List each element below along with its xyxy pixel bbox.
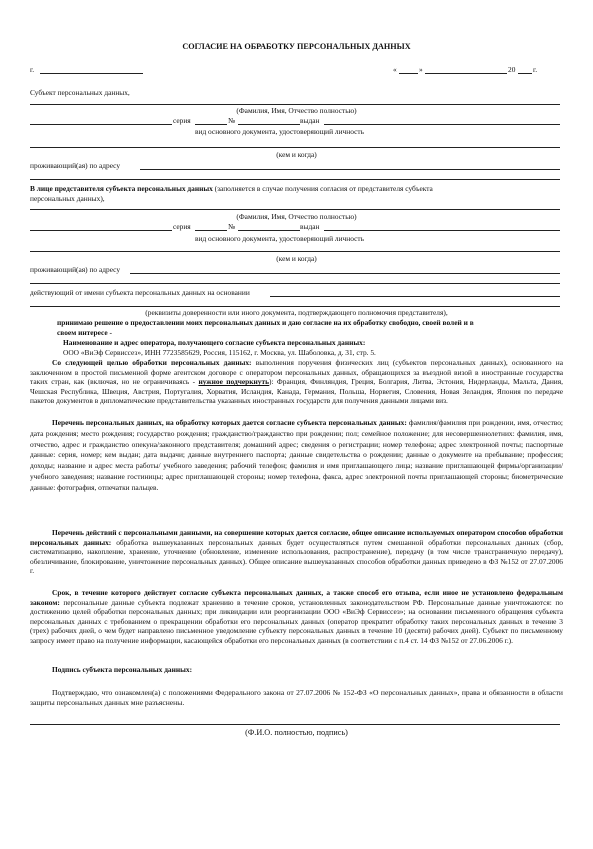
rep-address-field[interactable]	[130, 273, 560, 274]
subject-doc-caption: вид основного документа, удостоверяющий личность	[195, 127, 364, 136]
city-prefix: г.	[30, 65, 35, 74]
subject-fio-field[interactable]	[30, 104, 560, 105]
rep-acting-label: действующий от имени субъекта персональных данных на основании	[30, 288, 250, 297]
date-close-quote: »	[419, 65, 423, 74]
data-list-heading: Перечень персональных данных, на обработку которых дается согласие субъекта персональных данных:	[52, 418, 407, 427]
representative-intro-bold: В лице представителя субъекта персональных данных	[30, 184, 213, 193]
rep-fio-field[interactable]	[30, 209, 560, 210]
purpose-text-2: ): Франция, Финляндия, Греция, Болгария, Литва, Эстония, Нидерланды, Мальта, Дания, Чешская Республика, Швеция, Австрия, Португалия, Хорватия, Исландия, Канада, Германия, Польша, Норвегия, Словения, Новая Зеландия, Япония по передаче пакетов документов в дипломатические представительства указанных иностранных государств для получения данными лицами виз.	[30, 377, 563, 406]
operator-heading: Наименование и адрес оператора, получающего согласие субъекта персональных данных:	[63, 338, 366, 347]
rep-issued-by-field[interactable]	[30, 251, 560, 252]
subject-label: Субъект персональных данных,	[30, 88, 130, 97]
rep-issued-label: выдан	[300, 222, 320, 231]
purpose-section	[30, 358, 563, 406]
signature-field[interactable]	[30, 724, 560, 725]
rep-seria-field[interactable]	[195, 230, 227, 231]
rep-doc-type-field[interactable]	[30, 230, 172, 231]
rep-num-label: №	[228, 222, 236, 231]
day-field[interactable]	[399, 73, 418, 74]
representative-intro	[30, 184, 563, 203]
rep-address-label: проживающий(ая) по адресу	[30, 265, 121, 274]
actions-text: обработка вышеуказанных персональных данных будет осуществляться путем смешанной обработки персональных данных (сбор, систематизацию, накопление, хранение, уточнение (обновление, изменение использования, распространение), передачу (в том числе трансграничную передачу), обезличивание, блокирование, уничтожение персональных данных). Общее описание вышеуказанных способов обработки данных приведено в ФЗ №152 от 27.07.2006 г.	[30, 537, 563, 576]
rep-number-field[interactable]	[238, 230, 300, 231]
purpose-underline: нужное подчеркнуть	[198, 377, 270, 387]
subject-seria-field[interactable]	[195, 124, 227, 125]
representative-intro-rest-1: (заполняется в случае получения согласия от представителя субъекта	[212, 184, 433, 193]
operator-text: ООО «ВиЭф Сервиссез», ИНН 7723585629, Россия, 115162, г. Москва, ул. Шаболовка, д. 31, стр. 5.	[63, 347, 376, 357]
signature-confirm: Подтверждаю, что ознакомлен(а) с положениями Федерального закона от 27.07.2006 № 152-ФЗ «О персональных данных», права и обязанности в области защиты персональных данных мне разъяснены.	[30, 688, 563, 707]
rep-address-field-2[interactable]	[30, 283, 560, 284]
year-suffix: г.	[533, 65, 538, 74]
subject-number-field[interactable]	[238, 124, 300, 125]
rep-issued-field[interactable]	[324, 230, 560, 231]
rep-when-caption: (кем и когда)	[276, 254, 317, 263]
purpose-text-1: выполнения поручения физических лиц (субъектов персональных данных), основанного на заключенном в простой письменной форме агентском договоре с оператором персональных данных, обращающихся за въездной визой в иностранные государства таких стран, как (включая, но не ограничиваясь -	[30, 358, 563, 387]
subject-issued-by-field[interactable]	[30, 147, 560, 148]
signature-caption: (Ф.И.О. полностью, подпись)	[245, 728, 348, 737]
rep-fio-caption: (Фамилия, Имя, Отчество полностью)	[236, 212, 357, 221]
document-title: СОГЛАСИЕ НА ОБРАБОТКУ ПЕРСОНАЛЬНЫХ ДАННЫХ	[182, 42, 411, 51]
year-prefix: 20	[508, 65, 516, 74]
subject-seria-label: серия	[173, 116, 191, 125]
term-text: персональные данные субъекта подлежат хранению в течение сроков, установленных законодательством РФ. Персональные данные уничтожаются: по достижению целей обработки персональных данных; при ликвидации или реорганизации ООО «ВиЭф Сервиссез»; на основании письменного обращения субъекта персональных данных с требованием о прекращении обработки его персональных данных (оператор прекратит обработку таких персональных данных в течение 3 (трех) рабочих дней, о чем будет направлено письменное уведомление субъекту персональных данных в течение 10 (десяти) рабочих дней). Субъект по письменному запросу имеет право на получение информации, касающейся обработки его персональных данных (в соответствии с п.4 ст. 14 ФЗ №152 от 27.06.2006 г.).	[30, 597, 563, 645]
rep-basis-field-2[interactable]	[30, 306, 560, 307]
actions-heading: Перечень действий с персональными данными, на совершение которых дается согласие, общее описание используемых оператором способов обработки персональных данных:	[30, 528, 563, 547]
rep-requisites-caption: (реквизиты доверенности или иного документа, подтверждающего полномочия представителя),	[145, 308, 448, 317]
representative-intro-rest-2: персональных данных),	[30, 193, 105, 203]
decision-line-2: своем интересе -	[57, 327, 112, 337]
rep-seria-label: серия	[173, 222, 191, 231]
decision-line-1: принимаю решение о предоставлении моих персональных данных и даю согласие на их обработку свободно, своей волей и в	[57, 318, 474, 327]
term-section	[30, 588, 563, 646]
subject-address-field-2[interactable]	[30, 179, 560, 180]
subject-issued-field[interactable]	[324, 124, 560, 125]
subject-doc-type-field[interactable]	[30, 124, 172, 125]
subject-issued-label: выдан	[300, 116, 320, 125]
year-field[interactable]	[518, 73, 532, 74]
data-list-text: фамилия/фамилия при рождении, имя, отчество; дата рождения; место рождения; государство рождения; гражданство/гражданство при рождении; пол; семейное положение; для несовершеннолетних: фамилия, имя, отчество, адрес и гражданство опекуна/законного представителя; домашний адрес; сведения о регистрации; номер телефона; адрес электронной почты; паспортные данные: серия, номер; кем выдан; дата выдачи; данные внутреннего паспорта; данные свидетельства о рождении; данные о документе на пребывание; профессия; доходы; название и адрес места работы/ учебного заведения; рабочий телефон; фамилия и имя приглашающего лица; название приглашающей фирмы/организации/учебного заведения; название гостиницы; адрес приглашающей стороны; номер телефона, факса, адрес электронной почты приглашающей стороны; биометрические данные: фотография, отпечатки пальцев.	[30, 418, 563, 492]
city-field[interactable]	[40, 73, 143, 74]
subject-num-label: №	[228, 116, 236, 125]
signature-heading: Подпись субъекта персональных данных:	[52, 665, 193, 674]
date-open-quote: «	[393, 65, 397, 74]
decision-text	[57, 318, 563, 337]
purpose-heading: Со следующей целью обработки персональных данных:	[52, 358, 252, 367]
actions-section	[30, 528, 563, 576]
term-heading: Срок, в течение которого действует согласие субъекта персональных данных, а также способ его отзыва, если иное не установлено федеральным законом:	[30, 588, 563, 607]
month-field[interactable]	[425, 73, 507, 74]
rep-basis-field[interactable]	[270, 296, 560, 297]
subject-fio-caption: (Фамилия, Имя, Отчество полностью)	[236, 106, 357, 115]
subject-address-field[interactable]	[140, 169, 560, 170]
data-list-section	[30, 418, 563, 494]
operator-section	[63, 338, 563, 357]
subject-when-caption: (кем и когда)	[276, 150, 317, 159]
rep-doc-caption: вид основного документа, удостоверяющий личность	[195, 234, 364, 243]
subject-address-label: проживающий(ая) по адресу	[30, 161, 121, 170]
